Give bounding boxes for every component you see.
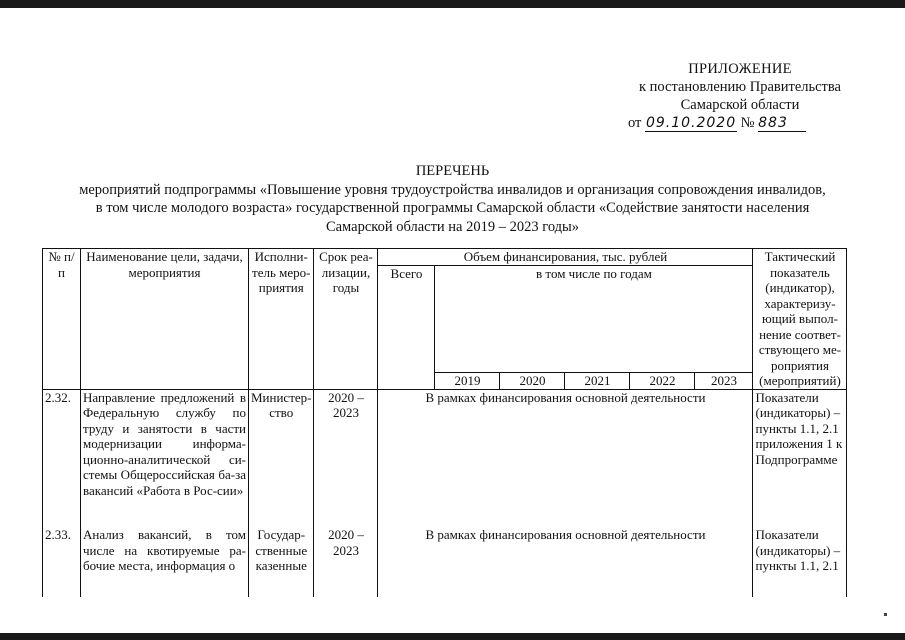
- handwritten-number: 883: [758, 116, 806, 132]
- list-title-line3: Самарской области на 2019 – 2023 годы»: [325, 218, 580, 235]
- handwritten-date: 09.10.2020: [645, 115, 737, 131]
- header-year-2022: 2022: [630, 373, 695, 390]
- header-funding: Объем финансирования, тыс. рублей: [378, 249, 753, 266]
- scan-bottom-border: [0, 633, 905, 640]
- date-prefix: от: [628, 115, 642, 131]
- header-name: Наименование цели, задачи, мероприятия: [81, 249, 249, 390]
- header-year-2020: 2020: [500, 373, 565, 390]
- row-term: 2020 – 2023: [314, 527, 378, 597]
- header-num: № п/п: [43, 249, 81, 390]
- table-row: [43, 389, 847, 527]
- appendix-title: ПРИЛОЖЕНИЕ: [688, 61, 792, 77]
- list-title-line2: в том числе молодого возраста» государственной программы Самарской области «Содействие занятости населения: [95, 200, 810, 216]
- row-funding: В рамках финансирования основной деятельности: [378, 527, 753, 597]
- appendix-line2: Самарской области: [680, 97, 800, 113]
- header-year-2019: 2019: [435, 373, 500, 390]
- header-term: Срок реа-лизации, годы: [314, 249, 378, 390]
- list-heading: ПЕРЕЧЕНЬ: [415, 163, 490, 179]
- appendix-dateline: [610, 114, 870, 132]
- row-name: Анализ вакансий, в том числе на квотируемые ра-бочие места, информация о: [81, 527, 249, 597]
- row-name: Направление предложений в Федеральную службу по труду и занятости в части модернизации информа-ционно-аналитической си-стемы Общероссийская ба-за вакансий «Работа в Рос-сии»: [81, 389, 249, 527]
- scan-speck: [884, 613, 887, 616]
- list-title-line1: мероприятий подпрограммы «Повышение уровня трудоустройства инвалидов и организация сопровождения инвалидов,: [79, 181, 826, 198]
- row-indicator: Показатели (индикаторы) – пункты 1.1, 2.1: [753, 527, 847, 597]
- number-prefix: №: [740, 115, 755, 131]
- table-row: [43, 527, 847, 597]
- row-num: 2.32.: [43, 389, 81, 527]
- row-indicator: Показатели (индикаторы) – пункты 1.1, 2.1 приложения 1 к Подпрограмме: [753, 389, 847, 527]
- row-funding: В рамках финансирования основной деятельности: [378, 389, 753, 527]
- header-executor: Исполни-тель меро-приятия: [249, 249, 314, 390]
- appendix-block: [610, 60, 870, 132]
- measures-table: [42, 248, 847, 597]
- header-year-2023: 2023: [695, 373, 753, 390]
- header-total: Всего: [378, 265, 435, 389]
- header-indicator: Тактический показатель (индикатор), характеризу-ющий выпол-нение соответ-ствующего ме-роприятия (мероприятий): [753, 249, 847, 390]
- scan-top-border: [0, 0, 905, 8]
- row-num: 2.33.: [43, 527, 81, 597]
- appendix-line1: к постановлению Правительства: [639, 79, 841, 95]
- header-year-2021: 2021: [565, 373, 630, 390]
- row-executor: Государ-ственные казенные: [249, 527, 314, 597]
- header-by-years: в том числе по годам: [435, 265, 753, 373]
- list-title: [40, 162, 865, 236]
- row-executor: Министер-ство: [249, 389, 314, 527]
- row-term: 2020 – 2023: [314, 389, 378, 527]
